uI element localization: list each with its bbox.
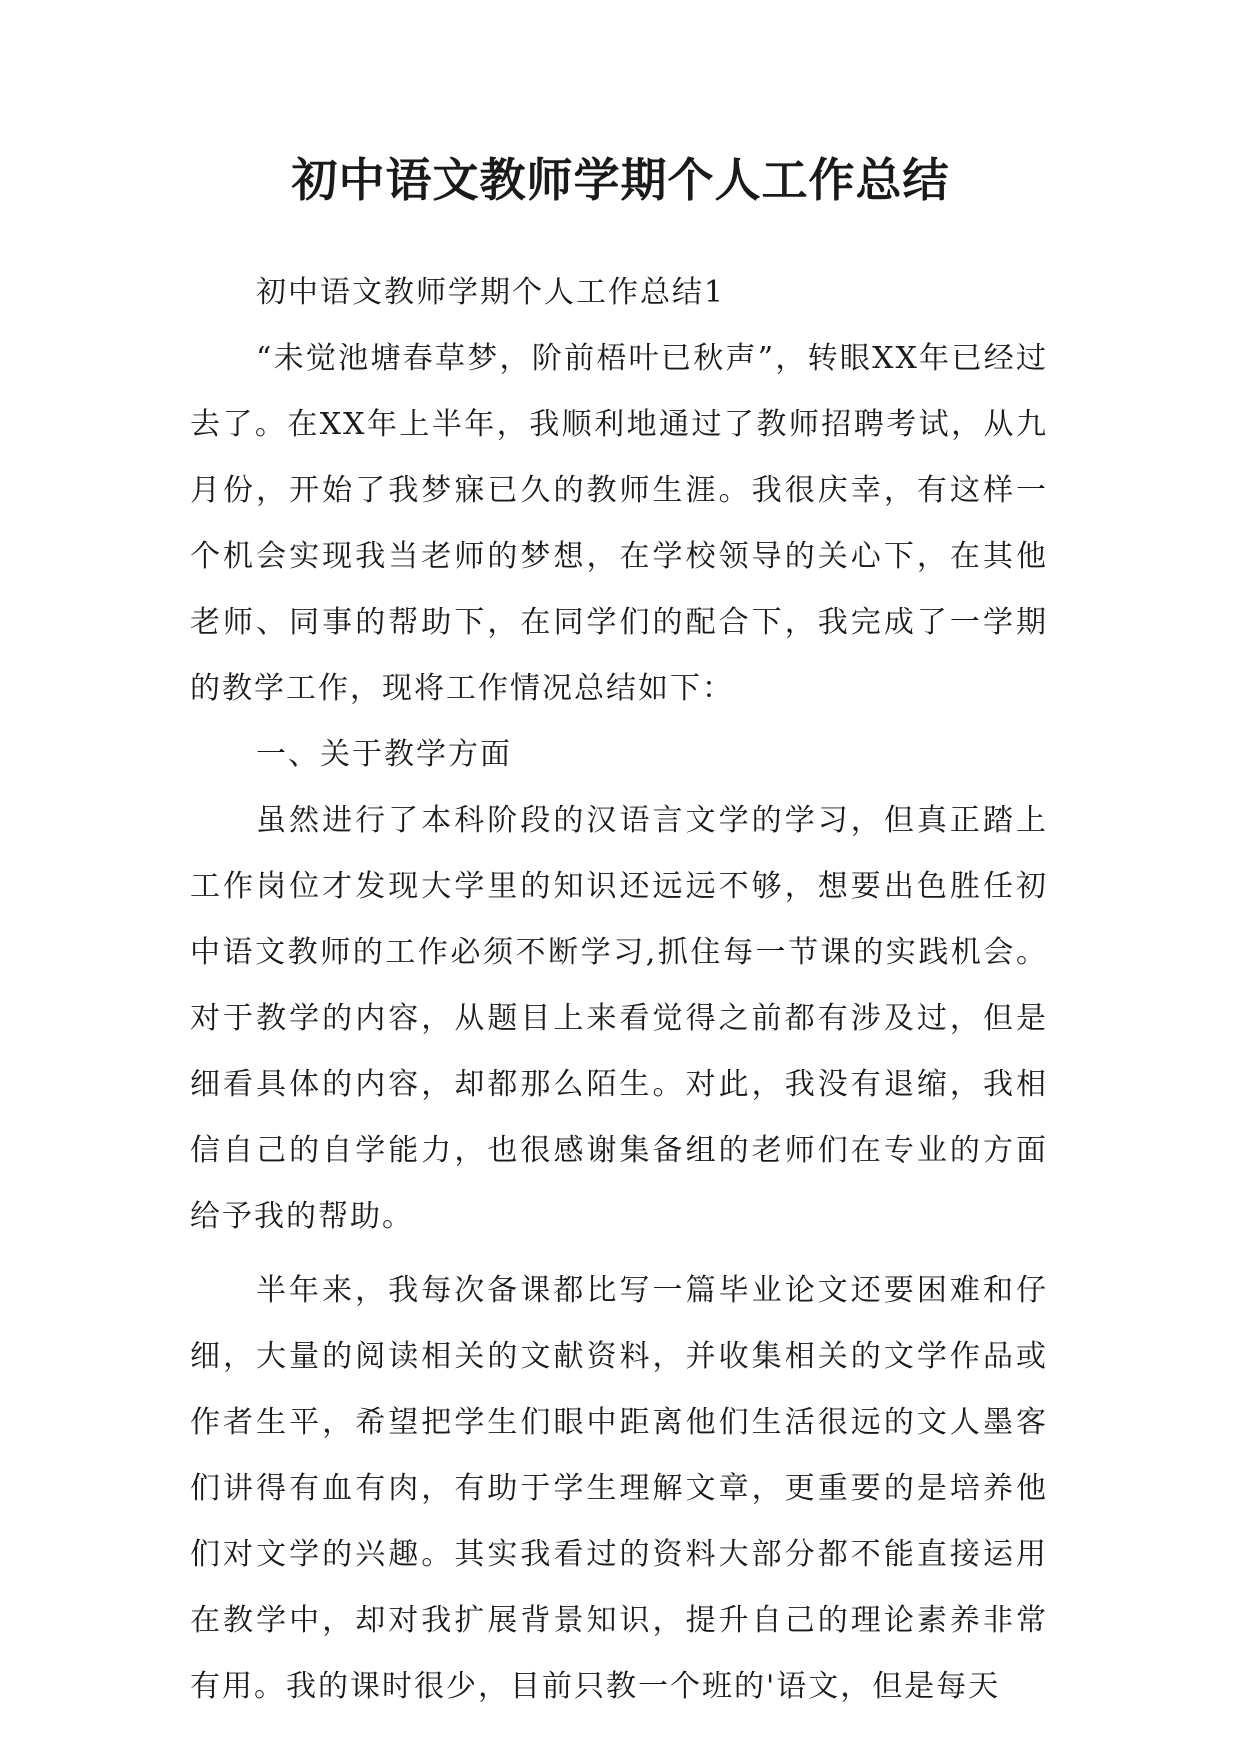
- paragraph-teaching: 虽然进行了本科阶段的汉语言文学的学习，但真正踏上工作岗位才发现大学里的知识还远远不够，想要出色胜任初中语文教师的工作必须不断学习,抓住每一节课的实践机会。对于教学的内容，从题目上来看觉得之前都有涉及过，但是细看具体的内容，却都那么陌生。对此，我没有退缩，我相信自己的自学能力，也很感谢集备组的老师们在专业的方面给予我的帮助。: [190, 803, 1048, 1234]
- document-title: 初中语文教师学期个人工作总结: [291, 153, 950, 207]
- section-heading: 初中语文教师学期个人工作总结1: [256, 275, 726, 310]
- document-body: [190, 260, 1048, 1720]
- paragraph-intro: “未觉池塘春草梦，阶前梧叶已秋声”，转眼XX年已经过去了。在XX年上半年，我顺利地通过了教师招聘考试，从九月份，开始了我梦寐已久的教师生涯。我很庆幸，有这样一个机会实现我当老师的梦想，在学校领导的关心下，在其他老师、同事的帮助下，在同学们的配合下，我完成了一学期的教学工作，现将工作情况总结如下：: [190, 341, 1048, 706]
- section-heading-teaching: 一、关于教学方面: [256, 737, 512, 772]
- paragraph-preparation: 半年来，我每次备课都比写一篇毕业论文还要困难和仔细，大量的阅读相关的文献资料，并收集相关的文学作品或作者生平，希望把学生们眼中距离他们生活很远的文人墨客们讲得有血有肉，有助于学生理解文章，更重要的是培养他们对文学的兴趣。其实我看过的资料大部分都不能直接运用在教学中，却对我扩展背景知识，提升自己的理论素养非常有用。我的课时很少，目前只教一个班的'语文，但是每天: [190, 1273, 1048, 1704]
